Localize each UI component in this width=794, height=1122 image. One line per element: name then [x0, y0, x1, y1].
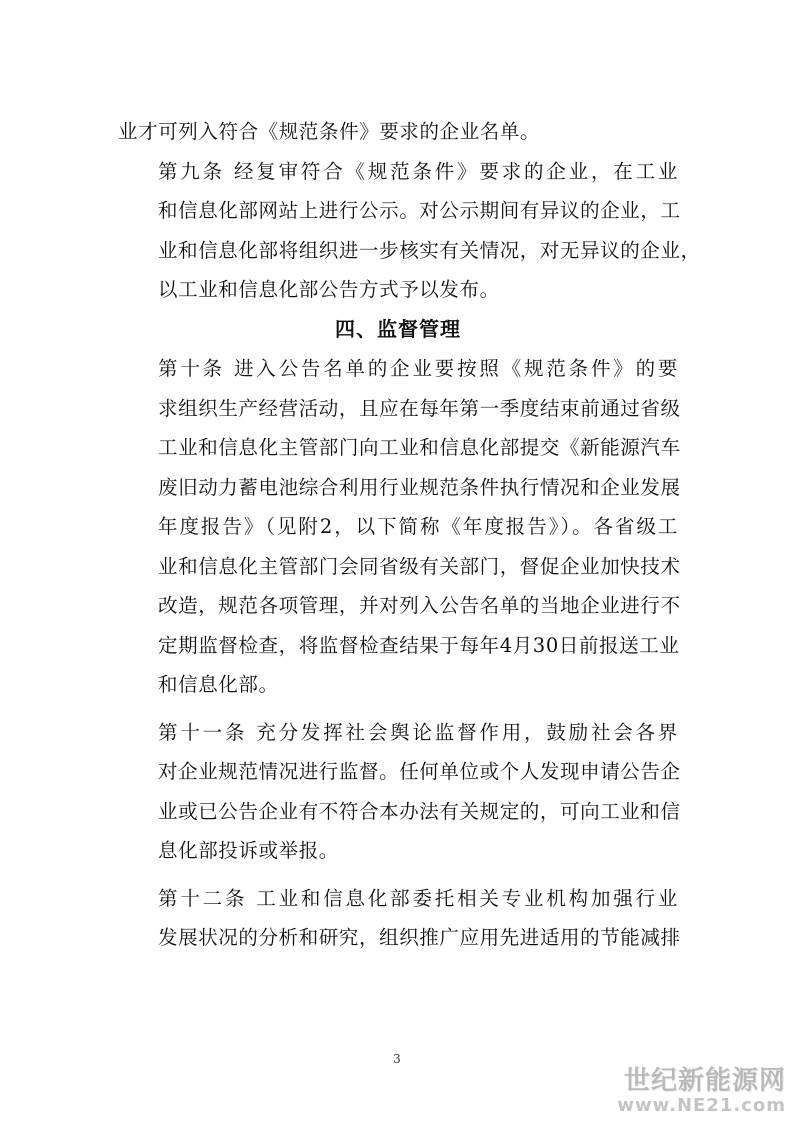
text-line: 业或已公告企业有不符合本办法有关规定的，可向工业和信	[158, 799, 681, 823]
paragraph-article-10	[118, 349, 681, 705]
text-line: 定期监督检查，将监督检查结果于每年4月30日前报送工业	[158, 633, 680, 657]
paragraph-article-9	[118, 152, 701, 310]
text-line: 息化部投诉或举报。	[158, 839, 339, 862]
text-line: 废旧动力蓄电池综合利用行业规范条件执行情况和企业发展	[158, 475, 681, 499]
text-line: 和信息化部。	[158, 673, 279, 696]
text-line: 改造，规范各项管理，并对列入公告名单的当地企业进行不	[158, 594, 681, 617]
document-body	[118, 112, 701, 958]
text-line: 对企业规范情况进行监督。任何单位或个人发现申请公告企	[158, 760, 681, 783]
watermark-url: www.NE21.com	[617, 1095, 786, 1116]
paragraph-article-11	[118, 713, 681, 871]
text-line: 以工业和信息化部公告方式予以发布。	[158, 278, 500, 301]
text-line: 第十二条 工业和信息化部委托相关专业机构加强行业	[158, 886, 678, 910]
text-line: 第九条 经复审符合《规范条件》要求的企业，在工业	[158, 159, 678, 183]
text-line: 业才可列入符合《规范条件》要求的企业名单。	[118, 120, 541, 143]
text-line: 第十条 进入公告名单的企业要按照《规范条件》的要	[158, 357, 678, 380]
paragraph-article-12	[118, 879, 681, 958]
paragraph-article-8-end	[118, 112, 678, 152]
section-heading: 四、监督管理	[335, 316, 461, 341]
text-line: 第十一条 充分发挥社会舆论监督作用，鼓励社会各界	[158, 720, 678, 744]
text-line: 年度报告》（见附2，以下简称《年度报告》）。各省级工	[158, 515, 678, 538]
page-number: 3	[393, 1052, 401, 1066]
text-line: 和信息化部网站上进行公示。对公示期间有异议的企业，工	[158, 199, 681, 222]
text-line: 业和信息化主管部门会同省级有关部门，督促企业加快技术	[158, 554, 681, 578]
text-line: 发展状况的分析和研究，组织推广应用先进适用的节能减排	[158, 926, 681, 949]
text-line: 工业和信息化主管部门向工业和信息化部提交《新能源汽车	[158, 436, 681, 459]
site-watermark	[617, 1066, 786, 1116]
text-line: 业和信息化部将组织进一步核实有关情况，对无异议的企业，	[158, 238, 701, 262]
watermark-site-name: 世纪新能源网	[623, 1066, 786, 1096]
text-line: 求组织生产经营活动，且应在每年第一季度结束前通过省级	[158, 396, 681, 420]
